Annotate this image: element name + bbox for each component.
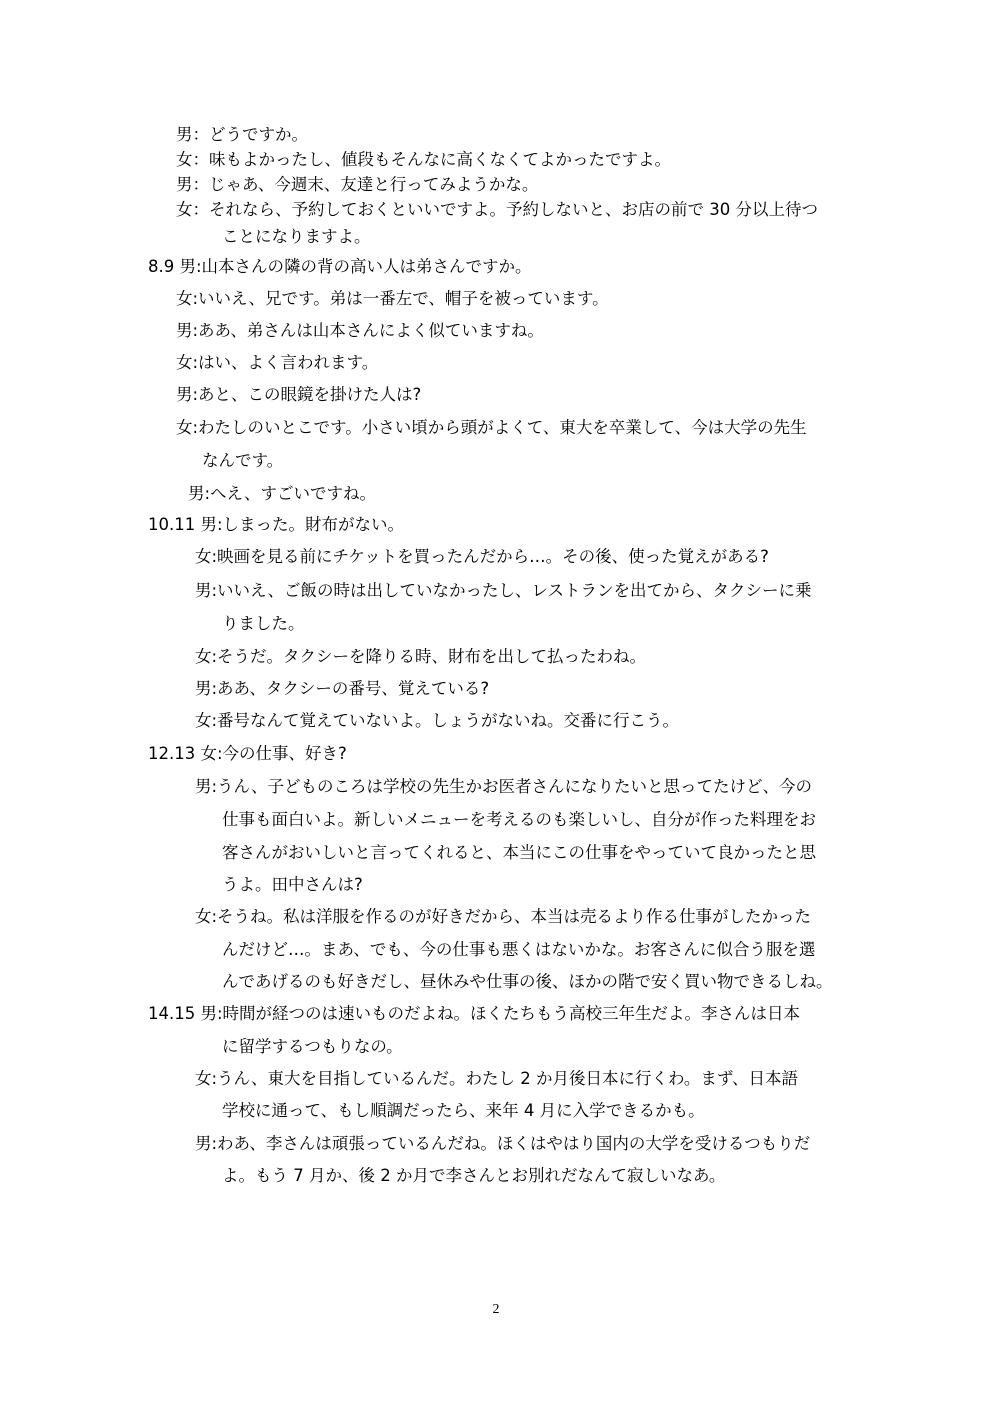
text-line: んだけど…。まあ、でも、今の仕事も悪くはないかな。お客さんに似合う服を選: [222, 940, 816, 959]
text-line: 女:はい、よく言われます。: [176, 353, 379, 372]
text-line: よ。もう 7 月か、後 2 か月で李さんとお別れだなんて寂しいなあ。: [222, 1166, 726, 1185]
text-line: 仕事も面白いよ。新しいメニューを考えるのも楽しいし、自分が作った料理をお: [222, 810, 816, 829]
text-line: 男:あと、この眼鏡を掛けた人は?: [176, 385, 422, 404]
text-line: りました。: [222, 614, 305, 633]
text-line: 男:わあ、李さんは頑張っているんだね。ほくはやはり国内の大学を受けるつもりだ: [195, 1134, 811, 1153]
text-line: 女：それなら、予約しておくといいですよ。予約しないと、お店の前で 30 分以上待つ: [176, 200, 818, 219]
text-line: 男:うん、子どものころは学校の先生かお医者さんになりたいと思ってたけど、今の: [195, 777, 813, 796]
text-line: 女:わたしのいとこです。小さい頃から頭がよくて、東大を卒業して、今は大学の先生: [176, 418, 807, 437]
text-line: 12.13 女:今の仕事、好き?: [148, 744, 347, 763]
text-line: 客さんがおいしいと言ってくれると、本当にこの仕事をやっていて良かったと思: [222, 843, 816, 862]
text-line: 8.9 男:山本さんの隣の背の高い人は弟さんですか。: [148, 257, 532, 276]
text-line: ことになりますよ。: [222, 227, 371, 246]
text-line: 女:いいえ、兄です。弟は一番左で、帽子を被っています。: [176, 289, 609, 308]
text-line: 男：じゃあ、今週末、友達と行ってみようかな。: [176, 175, 539, 194]
text-line: 男:ああ、弟さんは山本さんによく似ていますね。: [176, 321, 544, 340]
text-line: 女:うん、東大を目指しているんだ。わたし 2 か月後日本に行くわ。まず、日本語: [195, 1069, 799, 1088]
text-line: 10.11 男:しまった。財布がない。: [148, 515, 405, 534]
text-line: んであげるのも好きだし、昼休みや仕事の後、ほかの階で安く買い物できるしね。: [222, 972, 833, 991]
text-line: 女:そうだ。タクシーを降りる時、財布を出して払ったわね。: [195, 647, 647, 666]
text-line: に留学するつもりなの。: [222, 1037, 403, 1056]
text-line: 男：どうですか。: [176, 125, 308, 144]
text-line: 女:映画を見る前にチケットを買ったんだから…。その後、使った覚えがある?: [195, 547, 769, 566]
text-line: 女：味もよかったし、値段もそんなに高くなくてよかったですよ。: [176, 150, 671, 169]
text-line: 学校に通って、もし順調だったら、来年 4 月に入学できるかも。: [222, 1101, 705, 1120]
text-line: 男:ああ、タクシーの番号、覚えている?: [195, 679, 490, 698]
text-line: 14.15 男:時間が経つのは速いものだよね。ほくたちもう高校三年生だよ。李さんは日本: [148, 1004, 801, 1023]
text-line: 女:そうね。私は洋服を作るのが好きだから、本当は売るより作る仕事がしたかった: [195, 907, 812, 926]
text-line: 男:いいえ、ご飯の時は出していなかったし、レストランを出てから、タクシーに乗: [195, 581, 812, 600]
text-line: うよ。田中さんは?: [222, 875, 363, 894]
text-line: 女:番号なんて覚えていないよ。しょうがないね。交番に行こう。: [195, 711, 680, 730]
page-number: 2: [492, 1302, 500, 1317]
text-line: なんです。: [202, 451, 284, 470]
text-line: 男:へえ、すごいですね。: [188, 484, 377, 503]
